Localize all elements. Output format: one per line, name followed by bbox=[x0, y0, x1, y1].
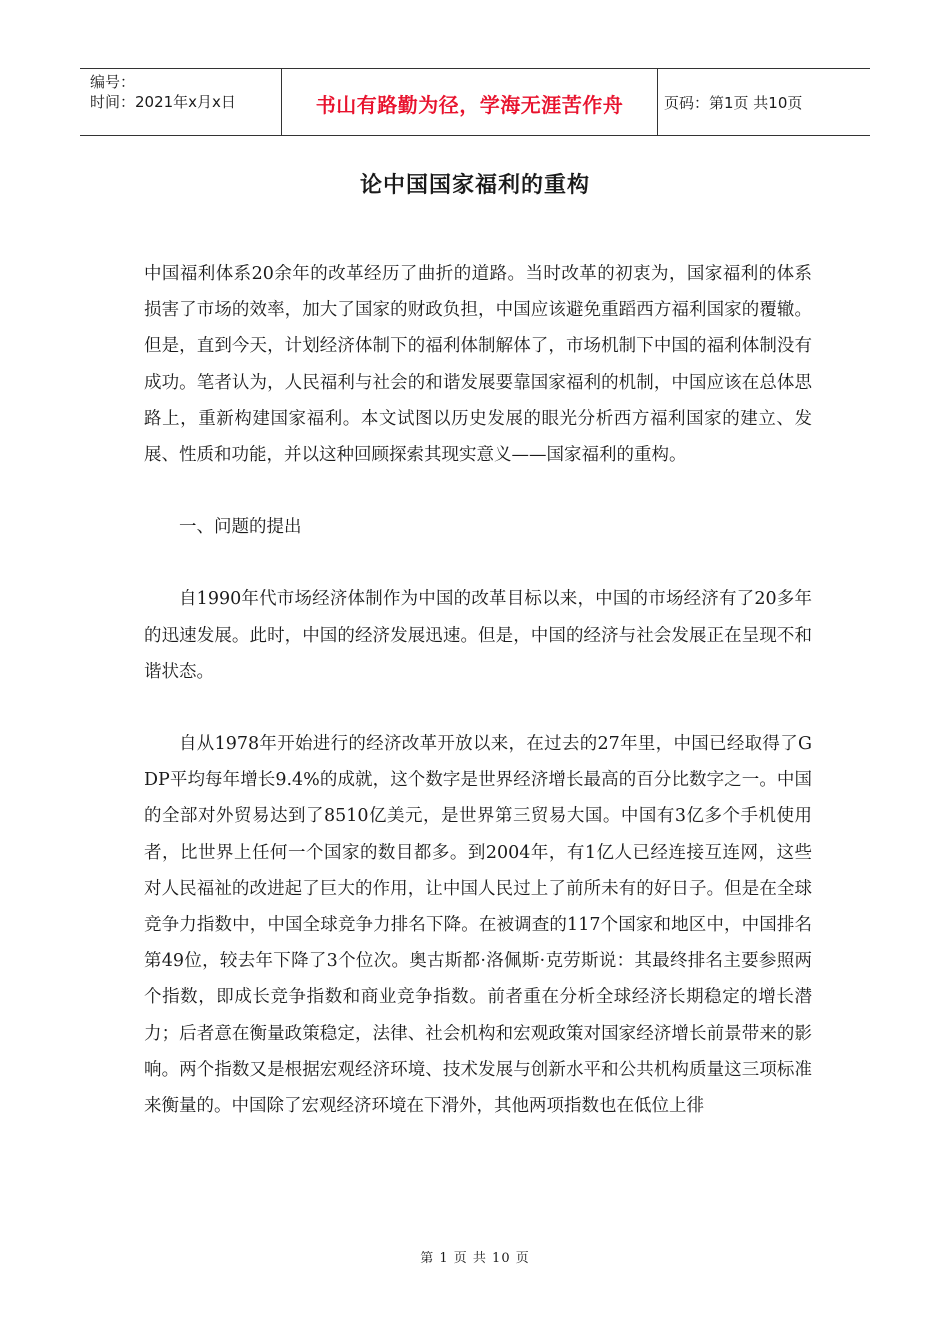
header-page-code: 页码：第1页 共10页 bbox=[664, 93, 803, 112]
document-number-label: 编号： bbox=[90, 73, 136, 91]
header-motto: 书山有路勤为径，学海无涯苦作舟 bbox=[282, 69, 658, 135]
abstract-paragraph: 中国福利体系20余年的改革经历了曲折的道路。当时改革的初衷为，国家福利的体系损害了市场的效率，加大了国家的财政负担，中国应该避免重蹈西方福利国家的覆辙。但是，直到今天，计划经济体制下的福利体制解体了，市场机制下中国的福利体制没有成功。笔者认为，人民福利与社会的和谐发展要靠国家福利的机制，中国应该在总体思路上，重新构建国家福利。本文试图以历史发展的眼光分析西方福利国家的建立、发展、性质和功能，并以这种回顾探索其现实意义——国家福利的重构。 bbox=[144, 264, 812, 466]
document-title: 论中国国家福利的重构 bbox=[359, 173, 590, 198]
section-heading: 一、问题的提出 bbox=[179, 517, 302, 538]
body-paragraph: 自从1978年开始进行的经济改革开放以来，在过去的27年里，中国已经取得了GDP平均每年增长9.4%的成就，这个数字是世界经济增长最高的百分比数字之一。中国的全部对外贸易达到了8510亿美元，是世界第三贸易大国。中国有3亿多个手机使用者，比世界上任何一个国家的数目都多。到2004年，有1亿人已经连接互连网，这些对人民福祉的改进起了巨大的作用，让中国人民过上了前所未有的好日子。但是在全球竞争力指数中，中国全球竞争力排名下降。在被调查的117个国家和地区中，中国排名第49位，较去年下降了3个位次。奥古斯都·洛佩斯·克劳斯说：其最终排名主要参照两个指数，即成长竞争指数和商业竞争指数。前者重在分析全球经济长期稳定的增长潜力；后者意在衡量政策稳定，法律、社会机构和宏观政策对国家经济增长前景带来的影响。两个指数又是根据宏观经济环境、技术发展与创新水平和公共机构质量这三项标准来衡量的。中国除了宏观经济环境在下滑外，其他两项指数也在低位上徘 bbox=[144, 734, 812, 1117]
document-date: 时间：2021年x月x日 bbox=[90, 93, 236, 111]
body-paragraph: 自1990年代市场经济体制作为中国的改革目标以来，中国的市场经济有了20多年的迅速发展。此时，中国的经济发展迅速。但是，中国的经济与社会发展正在呈现不和谐状态。 bbox=[144, 589, 812, 682]
header-meta bbox=[80, 69, 282, 135]
document-body bbox=[144, 256, 812, 1124]
document-header bbox=[80, 68, 870, 136]
page-footer: 第 1 页 共 10 页 bbox=[420, 1251, 530, 1266]
